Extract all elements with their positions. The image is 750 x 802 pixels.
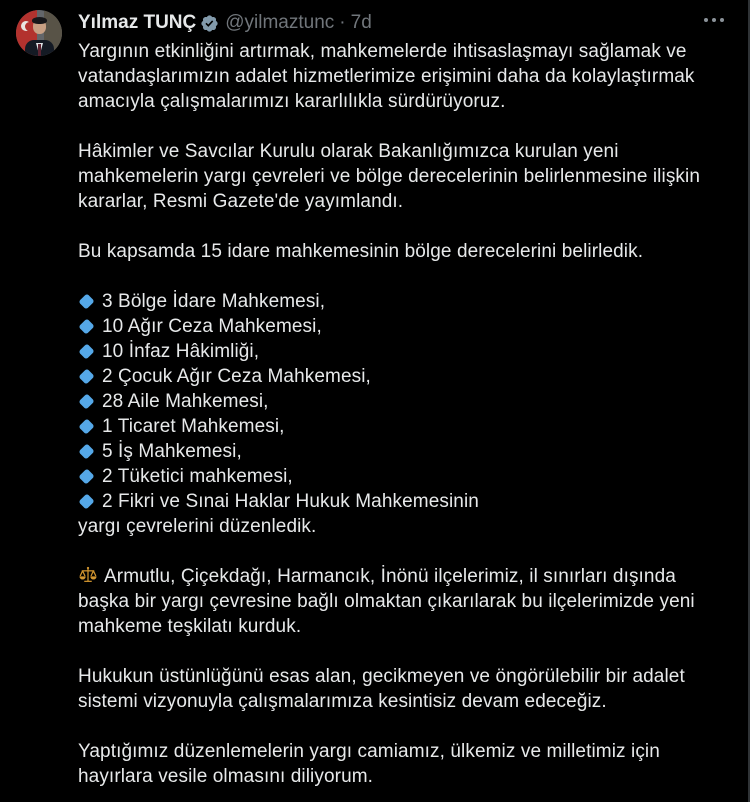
blue-diamond-bullet-icon (78, 393, 94, 409)
list-item (78, 414, 722, 439)
paragraph-hsk-decision: Hâkimler ve Savcılar Kurulu olarak Bakanlığımızca kurulan yeni mahkemelerin yargı çevreleri ve bölge derecelerinin belirlenmesine ilişkin kararlar, Resmi Gazete'de yayımlandı. (78, 141, 701, 212)
author-name[interactable]: Yılmaz TUNÇ (78, 12, 197, 33)
list-item-text: 10 İnfaz Hâkimliği, (102, 341, 260, 362)
blue-diamond-bullet-icon (78, 318, 94, 334)
court-list (78, 289, 722, 539)
paragraph-districts-text: Armutlu, Çiçekdağı, Harmancık, İnönü ilçelerimiz, il sınırları dışında başka bir yargı çevresine bağlı olmaktan çıkarılarak bu ilçelerimizde yeni mahkeme teşkilatı kurduk. (78, 566, 695, 637)
avatar[interactable] (16, 10, 62, 56)
list-item-text: 2 Çocuk Ağır Ceza Mahkemesi, (102, 366, 371, 387)
author-handle[interactable]: @yilmaztunc (225, 12, 335, 33)
more-dot (704, 18, 708, 22)
list-item (78, 464, 722, 489)
more-button[interactable] (702, 12, 726, 28)
more-dot (712, 18, 716, 22)
paragraph-closing: Yaptığımız düzenlemelerin yargı camiamız, ülkemiz ve milletimiz için hayırlara vesile olmasını diliyorum. (78, 741, 660, 787)
avatar-gutter (16, 10, 62, 802)
handle-time-separator: · (339, 12, 346, 33)
list-item (78, 314, 722, 339)
scales-of-justice-icon (78, 565, 98, 585)
paragraph-vision: Hukukun üstünlüğünü esas alan, gecikmeyen ve öngörülebilir bir adalet sistemi vizyonuyla çalışmalarımıza kesintisiz devam edeceğiz. (78, 666, 685, 712)
timestamp[interactable]: 7d (350, 12, 372, 33)
list-item-text: 28 Aile Mahkemesi, (102, 391, 269, 412)
list-item-text: 5 İş Mahkemesi, (102, 441, 242, 462)
blue-diamond-bullet-icon (78, 293, 94, 309)
list-item-text: 1 Ticaret Mahkemesi, (102, 416, 285, 437)
blue-diamond-bullet-icon (78, 418, 94, 434)
blue-diamond-bullet-icon (78, 468, 94, 484)
author-row (78, 10, 722, 36)
tweet-content (78, 10, 722, 802)
paragraph-intro: Yargının etkinliğini artırmak, mahkemelerde ihtisaslaşmayı sağlamak ve vatandaşlarımızın adalet hizmetlerimize erişimini daha da kolaylaştırmak amacıyla çalışmalarımızı kararlılıkla sürdürüyoruz. (78, 41, 695, 112)
avatar-tie (38, 44, 41, 56)
blue-diamond-bullet-icon (78, 343, 94, 359)
list-item (78, 289, 722, 314)
paragraph-scope: Bu kapsamda 15 idare mahkemesinin bölge derecelerini belirledik. (78, 241, 644, 262)
paragraph-districts (78, 564, 722, 639)
blue-diamond-bullet-icon (78, 493, 94, 509)
list-item-text: 2 Fikri ve Sınai Haklar Hukuk Mahkemesinin (102, 491, 479, 512)
blue-diamond-bullet-icon (78, 368, 94, 384)
list-item (78, 439, 722, 464)
tweet-body (78, 39, 722, 789)
verified-badge-icon[interactable] (200, 14, 219, 33)
blue-diamond-bullet-icon (78, 443, 94, 459)
more-dot (720, 18, 724, 22)
list-item (78, 339, 722, 364)
avatar-hair (32, 17, 47, 24)
list-item-text: 2 Tüketici mahkemesi, (102, 466, 293, 487)
list-item-text: 10 Ağır Ceza Mahkemesi, (102, 316, 322, 337)
list-item-text: 3 Bölge İdare Mahkemesi, (102, 291, 326, 312)
list-item (78, 364, 722, 389)
list-item (78, 389, 722, 414)
list-footer: yargı çevrelerini düzenledik. (78, 516, 317, 537)
list-item (78, 489, 722, 514)
